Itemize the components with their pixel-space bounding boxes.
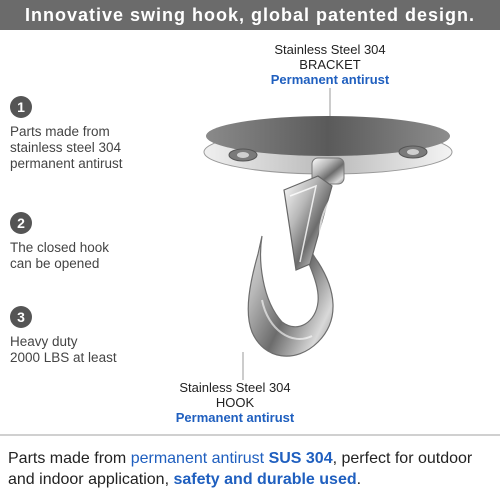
bracket-label: BRACKET — [299, 57, 361, 72]
hook-callout — [160, 380, 310, 425]
footer-part-4: , perfect for outdoor and indoor application, — [8, 450, 473, 488]
feature-2-text: The closed hook can be opened — [10, 240, 110, 271]
bracket-antirust: Permanent antirust — [270, 72, 390, 87]
footer-part-1: Parts made from — [8, 450, 131, 467]
top-banner — [0, 0, 500, 30]
footer-part-3: SUS 304 — [268, 450, 333, 467]
feature-1-text: Parts made from stainless steel 304 permanent antirust — [10, 124, 123, 171]
footer-part-5: safety and durable used — [173, 471, 357, 488]
banner-title: Innovative swing hook, global patented design. — [24, 4, 476, 25]
divider — [0, 434, 500, 436]
bracket-material: Stainless Steel 304 — [274, 42, 386, 57]
footer-description — [8, 448, 496, 490]
hook-material: Stainless Steel 304 — [179, 380, 291, 395]
number-badge-3: 3 — [10, 306, 32, 328]
footer-part-2: permanent antirust — [130, 450, 269, 467]
hook-antirust: Permanent antirust — [175, 410, 295, 425]
number-badge-2: 2 — [10, 212, 32, 234]
feature-3 — [10, 306, 210, 366]
feature-3-text: Heavy duty 2000 LBS at least — [10, 334, 117, 365]
feature-2 — [10, 212, 210, 272]
number-badge-1: 1 — [10, 96, 32, 118]
bracket-callout — [250, 42, 410, 87]
footer-part-6: . — [356, 471, 362, 488]
feature-1 — [10, 96, 210, 172]
hook-label: HOOK — [215, 395, 255, 410]
